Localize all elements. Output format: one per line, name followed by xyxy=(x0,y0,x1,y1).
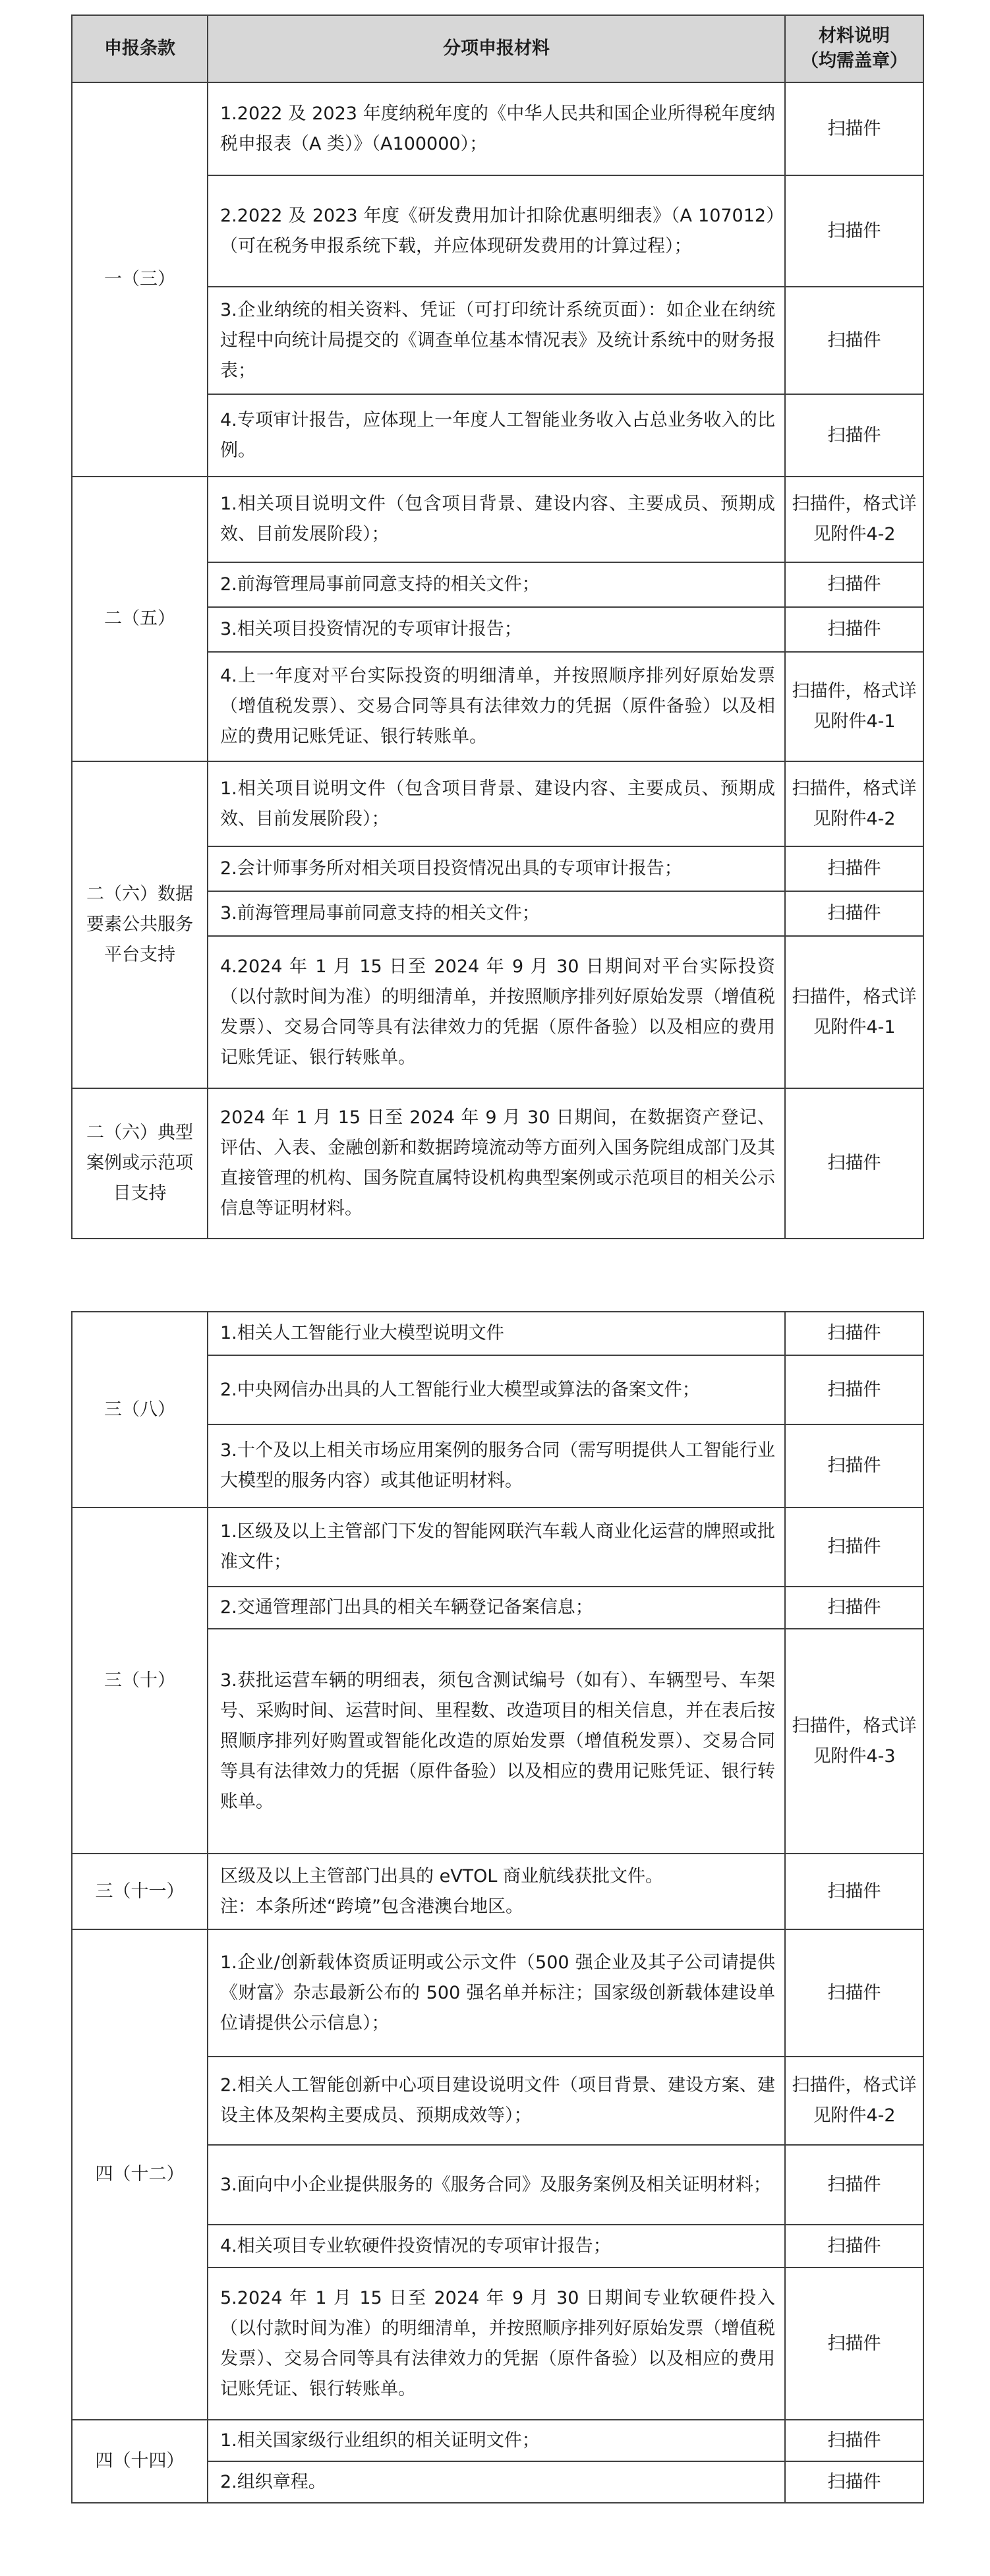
material-cell: 3.面向中小企业提供服务的《服务合同》及服务案例及相关证明材料； xyxy=(208,2145,785,2225)
material-cell: 2.前海管理局事前同意支持的相关文件； xyxy=(208,562,785,607)
material-cell: 4.相关项目专业软硬件投资情况的专项审计报告； xyxy=(208,2225,785,2268)
clause-cell: 一（三） xyxy=(72,82,208,477)
table-row xyxy=(72,1854,923,1929)
material-cell: 4.2024 年 1 月 15 日至 2024 年 9 月 30 日期间对平台实际投资（以付款时间为准）的明细清单，并按照顺序排列好原始发票（增值税发票）、交易合同等具有法律效力的凭据（原件备验）以及相应的费用记账凭证、银行转账单。 xyxy=(208,936,785,1088)
material-cell: 2.组织章程。 xyxy=(208,2461,785,2503)
note-cell: 扫描件 xyxy=(785,2461,923,2503)
note-cell: 扫描件 xyxy=(785,2145,923,2225)
table-row xyxy=(72,1508,923,1587)
application-materials-table-part-1 xyxy=(71,15,924,1239)
clause-cell: 三（十一） xyxy=(72,1854,208,1929)
table-row xyxy=(72,82,923,175)
table-row xyxy=(72,477,923,562)
note-cell: 扫描件 xyxy=(785,1854,923,1929)
note-cell: 扫描件 xyxy=(785,394,923,477)
table-header-row xyxy=(72,15,923,82)
material-cell: 3.前海管理局事前同意支持的相关文件； xyxy=(208,891,785,936)
material-cell: 1.相关项目说明文件（包含项目背景、建设内容、主要成员、预期成效、目前发展阶段）； xyxy=(208,761,785,846)
application-materials-table-part-2 xyxy=(71,1311,924,2503)
clause-cell: 四（十二） xyxy=(72,1929,208,2420)
header-notes xyxy=(785,15,923,82)
material-cell: 3.获批运营车辆的明细表，须包含测试编号（如有）、车辆型号、车架号、采购时间、运营时间、里程数、改造项目的相关信息，并在表后按照顺序排列好购置或智能化改造的原始发票（增值税发票）、交易合同等具有法律效力的凭据（原件备验）以及相应的费用记账凭证、银行转账单。 xyxy=(208,1629,785,1854)
table-row xyxy=(72,2420,923,2461)
clause-cell: 二（六）数据要素公共服务平台支持 xyxy=(72,761,208,1088)
note-cell: 扫描件 xyxy=(785,1424,923,1508)
material-cell: 1.2022 及 2023 年度纳税年度的《中华人民共和国企业所得税年度纳税申报表（A 类）》（A100000）； xyxy=(208,82,785,175)
note-cell: 扫描件 xyxy=(785,2420,923,2461)
note-cell: 扫描件 xyxy=(785,287,923,394)
header-materials: 分项申报材料 xyxy=(208,15,785,82)
material-cell: 2.交通管理部门出具的相关车辆登记备案信息； xyxy=(208,1587,785,1629)
material-cell: 1.相关人工智能行业大模型说明文件 xyxy=(208,1312,785,1355)
header-notes-line1: 材料说明 xyxy=(819,26,890,46)
note-cell: 扫描件 xyxy=(785,2225,923,2268)
material-cell: 3.十个及以上相关市场应用案例的服务合同（需写明提供人工智能行业大模型的服务内容）或其他证明材料。 xyxy=(208,1424,785,1508)
material-footnote: 注：本条所述“跨境”包含港澳台地区。 xyxy=(220,1896,523,1917)
note-cell: 扫描件 xyxy=(785,891,923,936)
note-cell: 扫描件 xyxy=(785,1587,923,1629)
material-cell: 2.相关人工智能创新中心项目建设说明文件（项目背景、建设方案、建设主体及架构主要成员、预期成效等）； xyxy=(208,2057,785,2145)
material-cell: 3.企业纳统的相关资料、凭证（可打印统计系统页面）：如企业在纳统过程中向统计局提交的《调查单位基本情况表》及统计系统中的财务报表； xyxy=(208,287,785,394)
note-cell: 扫描件 xyxy=(785,1312,923,1355)
note-cell: 扫描件 xyxy=(785,1355,923,1424)
note-cell: 扫描件，格式详见附件4-2 xyxy=(785,477,923,562)
note-cell: 扫描件 xyxy=(785,846,923,891)
clause-cell: 三（八） xyxy=(72,1312,208,1508)
clause-cell: 二（五） xyxy=(72,477,208,761)
material-cell: 5.2024 年 1 月 15 日至 2024 年 9 月 30 日期间专业软硬件投入（以付款时间为准）的明细清单，并按照顺序排列好原始发票（增值税发票）、交易合同等具有法律效力的凭据（原件备验）以及相应的费用记账凭证、银行转账单。 xyxy=(208,2268,785,2420)
table-row xyxy=(72,761,923,846)
material-text: 区级及以上主管部门出具的 eVTOL 商业航线获批文件。 xyxy=(220,1865,664,1887)
note-cell: 扫描件 xyxy=(785,1508,923,1587)
material-cell: 2.2022 及 2023 年度《研发费用加计扣除优惠明细表》（A 107012）（可在税务申报系统下载，并应体现研发费用的计算过程）； xyxy=(208,175,785,287)
material-cell: 4.专项审计报告，应体现上一年度人工智能业务收入占总业务收入的比例。 xyxy=(208,394,785,477)
note-cell: 扫描件 xyxy=(785,562,923,607)
material-cell: 3.相关项目投资情况的专项审计报告； xyxy=(208,607,785,652)
table-row xyxy=(72,1088,923,1239)
clause-cell: 四（十四） xyxy=(72,2420,208,2503)
note-cell: 扫描件 xyxy=(785,2268,923,2420)
note-cell: 扫描件，格式详见附件4-1 xyxy=(785,652,923,761)
clause-cell: 三（十） xyxy=(72,1508,208,1854)
material-cell: 1.相关国家级行业组织的相关证明文件； xyxy=(208,2420,785,2461)
material-cell: 1.相关项目说明文件（包含项目背景、建设内容、主要成员、预期成效、目前发展阶段）； xyxy=(208,477,785,562)
header-notes-line2: （均需盖章） xyxy=(801,51,908,71)
note-cell: 扫描件 xyxy=(785,1929,923,2057)
table-row xyxy=(72,1312,923,1355)
clause-cell: 二（六）典型案例或示范项目支持 xyxy=(72,1088,208,1239)
note-cell: 扫描件 xyxy=(785,175,923,287)
material-cell: 2.中央网信办出具的人工智能行业大模型或算法的备案文件； xyxy=(208,1355,785,1424)
note-cell: 扫描件，格式详见附件4-1 xyxy=(785,936,923,1088)
note-cell: 扫描件，格式详见附件4-2 xyxy=(785,2057,923,2145)
table-row xyxy=(72,1929,923,2057)
note-cell: 扫描件 xyxy=(785,1088,923,1239)
header-clause: 申报条款 xyxy=(72,15,208,82)
material-cell: 2024 年 1 月 15 日至 2024 年 9 月 30 日期间，在数据资产登记、评估、入表、金融创新和数据跨境流动等方面列入国务院组成部门及其直接管理的机构、国务院直属特设机构典型案例或示范项目的相关公示信息等证明材料。 xyxy=(208,1088,785,1239)
note-cell: 扫描件，格式详见附件4-3 xyxy=(785,1629,923,1854)
note-cell: 扫描件 xyxy=(785,82,923,175)
note-cell: 扫描件 xyxy=(785,607,923,652)
material-cell: 1.企业/创新载体资质证明或公示文件（500 强企业及其子公司请提供《财富》杂志最新公布的 500 强名单并标注；国家级创新载体建设单位请提供公示信息）； xyxy=(208,1929,785,2057)
material-cell xyxy=(208,1854,785,1929)
material-cell: 2.会计师事务所对相关项目投资情况出具的专项审计报告； xyxy=(208,846,785,891)
material-cell: 1.区级及以上主管部门下发的智能网联汽车载人商业化运营的牌照或批准文件； xyxy=(208,1508,785,1587)
note-cell: 扫描件，格式详见附件4-2 xyxy=(785,761,923,846)
material-cell: 4.上一年度对平台实际投资的明细清单，并按照顺序排列好原始发票（增值税发票）、交易合同等具有法律效力的凭据（原件备验）以及相应的费用记账凭证、银行转账单。 xyxy=(208,652,785,761)
